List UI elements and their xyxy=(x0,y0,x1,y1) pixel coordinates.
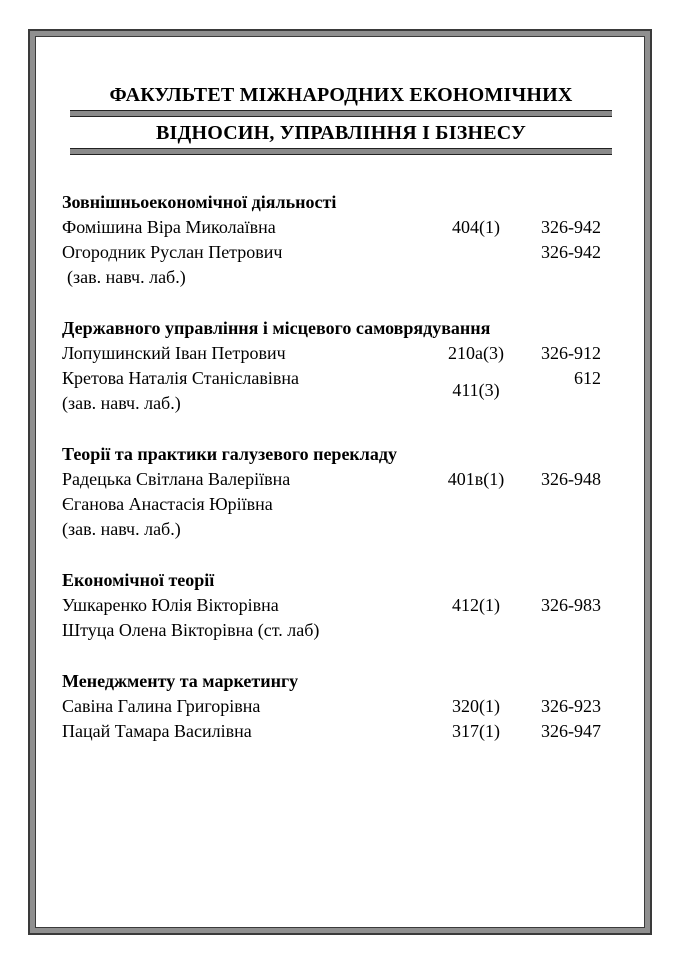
phone-number: 326-948 xyxy=(541,469,601,489)
room-number: 210а(3) xyxy=(448,343,504,363)
title-rule-2 xyxy=(70,148,612,155)
staff-name-block xyxy=(62,240,282,290)
department-name: Зовнішньоекономічної діяльності xyxy=(62,192,337,212)
staff-row xyxy=(62,719,607,744)
staff-row xyxy=(62,593,607,618)
staff-name: Кретова Наталія Станіславівна xyxy=(62,368,299,388)
faculty-title-line-1: ФАКУЛЬТЕТ МІЖНАРОДНИХ ЕКОНОМІЧНИХ xyxy=(109,84,573,106)
staff-name: Савіна Галина Григорівна xyxy=(62,696,261,716)
staff-row xyxy=(62,240,607,290)
staff-name: Фомішина Віра Миколаївна xyxy=(62,217,276,237)
department-block xyxy=(62,442,607,542)
staff-name: Лопушинский Іван Петрович xyxy=(62,343,286,363)
phone-number: 326-923 xyxy=(541,696,601,716)
department-name: Державного управління і місцевого самоврядування xyxy=(62,318,491,338)
room-number: 404(1) xyxy=(452,217,500,237)
department-name: Теорії та практики галузевого перекладу xyxy=(62,444,398,464)
department-list xyxy=(62,190,607,770)
department-block xyxy=(62,190,607,290)
staff-position-note: (зав. навч. лаб.) xyxy=(62,393,181,413)
phone-number: 326-947 xyxy=(541,721,601,741)
staff-position-note: (зав. навч. лаб.) xyxy=(67,267,186,287)
staff-row xyxy=(62,694,607,719)
phone-number: 326-942 xyxy=(541,217,601,237)
room-number: 411(3) xyxy=(452,380,500,400)
staff-name: Огородник Руслан Петрович xyxy=(62,242,283,262)
department-name: Економічної теорії xyxy=(62,570,215,590)
staff-name: Радецька Світлана Валеріївна xyxy=(62,469,291,489)
staff-row xyxy=(62,467,607,492)
department-block xyxy=(62,669,607,744)
phone-number: 326-912 xyxy=(541,343,601,363)
title-rule-1 xyxy=(70,110,612,117)
staff-row xyxy=(62,618,607,643)
staff-name: Ушкаренко Юлія Вікторівна xyxy=(62,595,279,615)
staff-name: Штуца Олена Вікторівна (ст. лаб) xyxy=(62,620,320,640)
staff-row xyxy=(62,366,607,416)
staff-name: Пацай Тамара Василівна xyxy=(62,721,252,741)
room-number: 320(1) xyxy=(452,696,500,716)
department-block xyxy=(62,316,607,416)
phone-number: 326-983 xyxy=(541,595,601,615)
staff-row xyxy=(62,215,607,240)
room-number: 317(1) xyxy=(452,721,500,741)
staff-row xyxy=(62,492,607,542)
staff-name-block xyxy=(62,366,299,416)
staff-name-block xyxy=(62,492,273,542)
room-number: 412(1) xyxy=(452,595,500,615)
phone-number: 326-942 xyxy=(541,242,601,262)
phone-number: 612 xyxy=(574,368,601,388)
faculty-title-line-2: ВІДНОСИН, УПРАВЛІННЯ І БІЗНЕСУ xyxy=(155,122,527,144)
staff-position-note: (зав. навч. лаб.) xyxy=(62,519,181,539)
staff-name: Єганова Анастасія Юріївна xyxy=(62,494,273,514)
department-name: Менеджменту та маркетингу xyxy=(62,671,299,691)
staff-row xyxy=(62,341,607,366)
room-number: 401в(1) xyxy=(447,469,505,489)
department-block xyxy=(62,568,607,643)
